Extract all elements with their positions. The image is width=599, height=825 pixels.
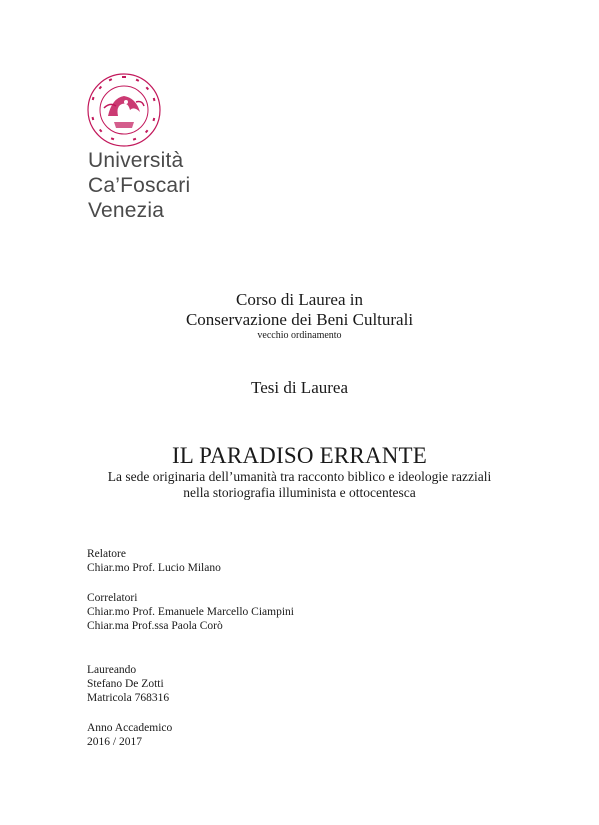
relatore-name: Chiar.mo Prof. Lucio Milano bbox=[87, 562, 221, 574]
course-block bbox=[0, 290, 599, 342]
matricola: Matricola 768316 bbox=[87, 692, 170, 704]
correlatore-name: Chiar.mo Prof. Emanuele Marcello Ciampini bbox=[87, 606, 294, 618]
correlatore-name: Chiar.ma Prof.ssa Paola Corò bbox=[87, 620, 223, 632]
university-seal-icon bbox=[86, 72, 162, 148]
laureando-label: Laureando bbox=[87, 664, 137, 676]
thesis-subtitle-line-1: La sede originaria dell’umanità tra racconto biblico e ideologie razziali bbox=[107, 469, 492, 484]
course-line-2: Conservazione dei Beni Culturali bbox=[185, 310, 414, 329]
laureando-name: Stefano De Zotti bbox=[87, 678, 164, 690]
correlatori-label: Correlatori bbox=[87, 592, 138, 604]
course-note: vecchio ordinamento bbox=[257, 330, 342, 341]
university-name bbox=[88, 148, 190, 223]
university-name-line: Venezia bbox=[88, 199, 165, 222]
relatore-label: Relatore bbox=[87, 548, 126, 560]
thesis-title: IL PARADISO ERRANTE bbox=[171, 443, 428, 468]
anno-label: Anno Accademico bbox=[87, 722, 173, 734]
university-name-line: Ca’Foscari bbox=[88, 174, 191, 197]
course-line-1: Corso di Laurea in bbox=[236, 290, 363, 309]
thesis-subtitle-line-2: nella storiografia illuminista e ottocentesca bbox=[183, 485, 416, 500]
title-block bbox=[0, 443, 599, 501]
anno-value: 2016 / 2017 bbox=[87, 736, 142, 748]
people-block bbox=[87, 547, 294, 749]
thesis-type: Tesi di Laurea bbox=[251, 378, 348, 397]
university-name-line: Università bbox=[88, 149, 184, 172]
